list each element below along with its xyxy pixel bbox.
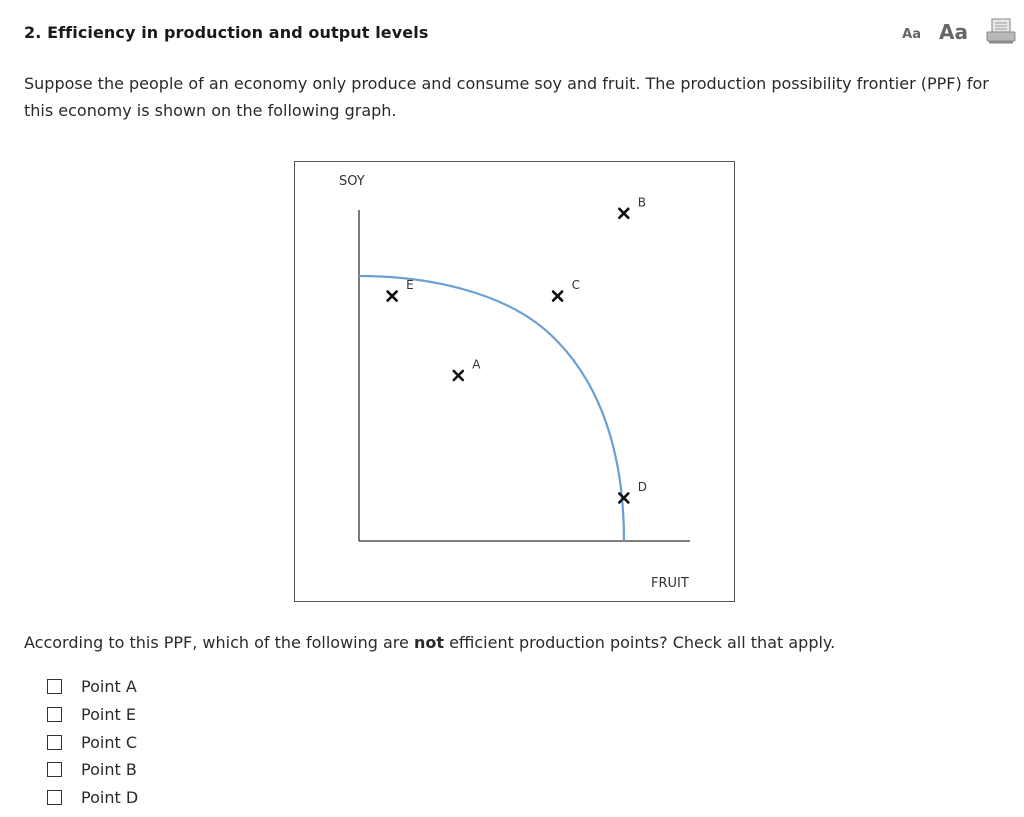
- point-e-marker: [388, 292, 397, 301]
- ppf-graph-svg: [295, 162, 734, 601]
- option-point-e[interactable]: [47, 701, 138, 729]
- option-label: Point B: [81, 760, 137, 780]
- intro-paragraph: Suppose the people of an economy only produce and consume soy and fruit. The production possibility frontier (PPF) for this economy is shown on the following graph.: [24, 74, 989, 120]
- checkbox-point-d[interactable]: [47, 790, 62, 805]
- point-a-marker: [454, 371, 463, 380]
- option-point-b[interactable]: [47, 756, 138, 784]
- checkbox-point-a[interactable]: [47, 679, 62, 694]
- point-e-label: E: [406, 278, 414, 293]
- point-b-label: B: [637, 195, 647, 210]
- question-title: 2. Efficiency in production and output levels: [24, 23, 429, 42]
- font-size-tools: [902, 18, 1016, 44]
- print-icon[interactable]: [986, 18, 1016, 44]
- option-label: Point E: [81, 705, 136, 725]
- font-size-small-button[interactable]: Aa: [902, 27, 922, 42]
- font-size-large-button[interactable]: Aa: [939, 20, 968, 44]
- point-a-label: A: [472, 357, 481, 372]
- y-axis-label: SOY: [339, 174, 365, 189]
- option-label: Point D: [81, 788, 139, 808]
- option-point-a[interactable]: [47, 673, 138, 701]
- checkbox-point-c[interactable]: [47, 735, 62, 750]
- question-prompt: [24, 631, 835, 655]
- ppf-graph: [294, 161, 735, 602]
- point-c-marker: [553, 292, 562, 301]
- x-axis-label: FRUIT: [651, 576, 689, 591]
- question-text-after: efficient production points? Check all that apply.: [443, 633, 836, 652]
- question-text-before: According to this PPF, which of the following are: [24, 633, 414, 652]
- option-label: Point A: [81, 677, 137, 697]
- answer-options: [47, 673, 138, 811]
- point-b-marker: [619, 209, 628, 218]
- option-point-d[interactable]: [47, 784, 138, 812]
- point-d-marker: [619, 493, 628, 502]
- checkbox-point-b[interactable]: [47, 762, 62, 777]
- question-emphasis: not: [413, 633, 444, 652]
- point-d-label: D: [637, 479, 648, 494]
- option-point-c[interactable]: [47, 728, 138, 756]
- checkbox-point-e[interactable]: [47, 707, 62, 722]
- point-c-label: C: [571, 278, 580, 293]
- ppf-curve: [359, 276, 624, 541]
- option-label: Point C: [81, 732, 137, 752]
